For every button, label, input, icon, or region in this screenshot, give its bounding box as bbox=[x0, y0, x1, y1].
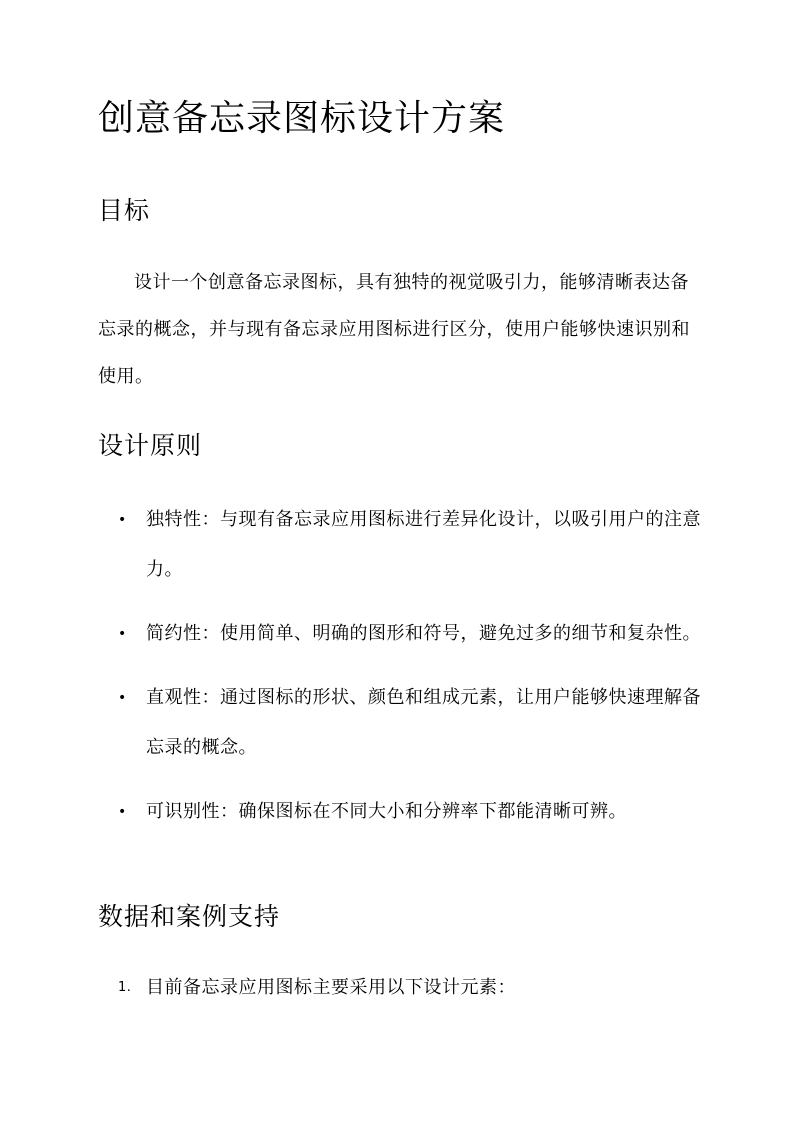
list-item-text: 独特性：与现有备忘录应用图标进行差异化设计，以吸引用户的注意力。 bbox=[146, 509, 701, 580]
principles-list bbox=[0, 495, 706, 837]
list-item bbox=[0, 495, 706, 595]
list-item bbox=[0, 787, 706, 837]
list-item-text: 目前备忘录应用图标主要采用以下设计元素： bbox=[146, 977, 516, 998]
bullet-marker: • bbox=[118, 690, 127, 706]
data-list bbox=[0, 963, 706, 1013]
section-heading-principles: 设计原则 bbox=[98, 431, 203, 460]
bullet-marker: • bbox=[118, 626, 127, 642]
list-item bbox=[0, 673, 706, 773]
list-item-text: 直观性：通过图标的形状、颜色和组成元素，让用户能够快速理解备忘录的概念。 bbox=[146, 687, 701, 758]
bullet-marker: • bbox=[118, 804, 127, 820]
section-heading-data: 数据和案例支持 bbox=[98, 902, 281, 931]
list-item-text: 简约性：使用简单、明确的图形和符号，避免过多的细节和复杂性。 bbox=[146, 623, 701, 644]
number-marker: 1. bbox=[118, 980, 132, 995]
section-heading-goal: 目标 bbox=[98, 196, 151, 225]
list-item bbox=[0, 963, 706, 1013]
goal-paragraph: 设计一个创意备忘录图标，具有独特的视觉吸引力，能够清晰表达备忘录的概念，并与现有备忘录应用图标进行区分，使用户能够快速识别和使用。 bbox=[98, 272, 690, 387]
list-item-text: 可识别性：确保图标在不同大小和分辨率下都能清晰可辨。 bbox=[146, 801, 627, 822]
document-title: 创意备忘录图标设计方案 bbox=[98, 98, 506, 139]
list-item bbox=[0, 609, 706, 659]
bullet-marker: • bbox=[118, 512, 127, 528]
